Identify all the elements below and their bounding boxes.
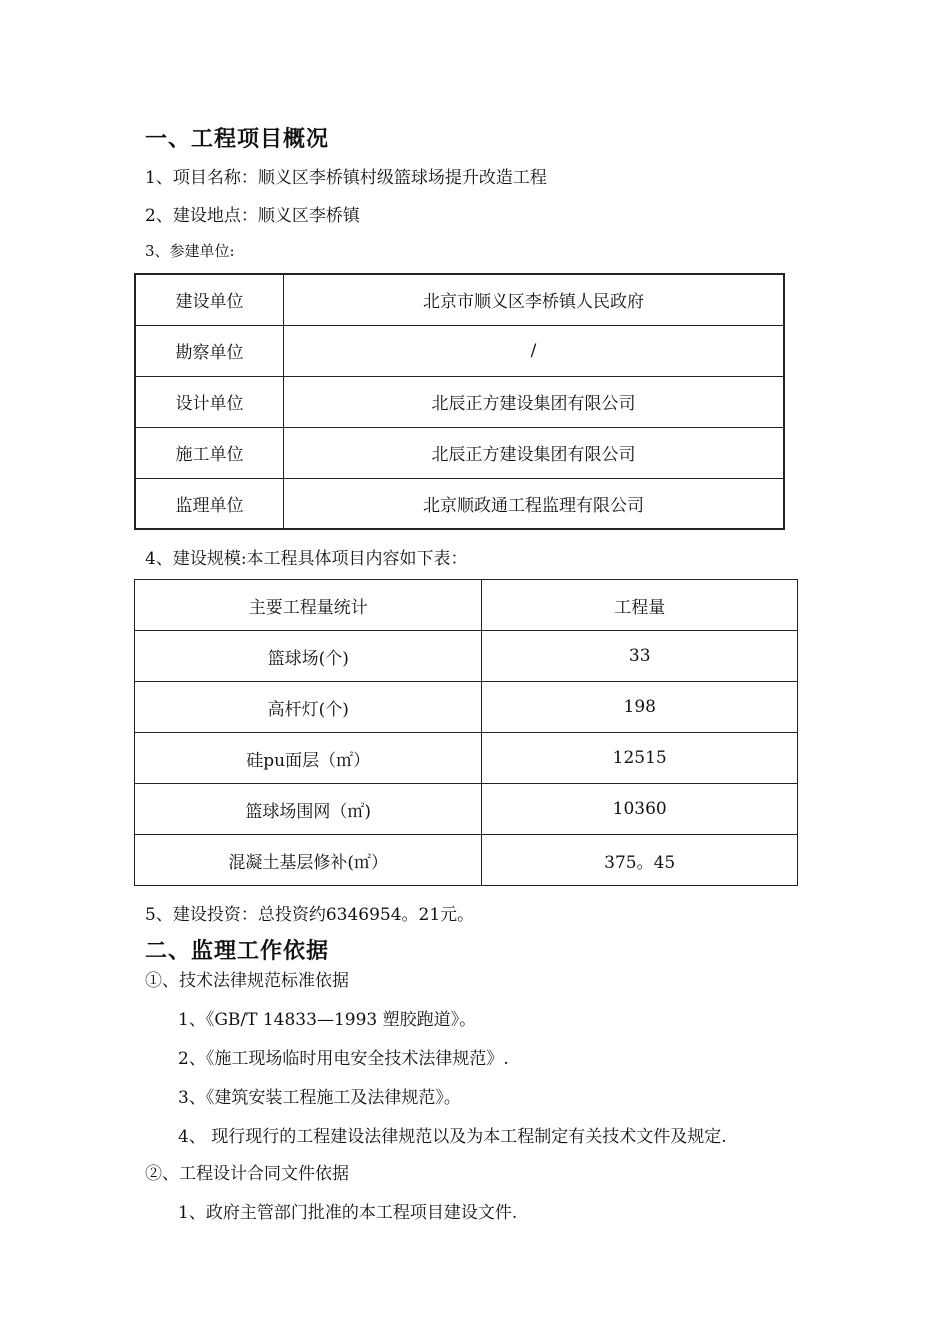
table-row bbox=[135, 427, 784, 478]
unit-name: 北京市顺义区李桥镇人民政府 bbox=[284, 274, 784, 325]
table-row bbox=[135, 478, 784, 529]
unit-role: 监理单位 bbox=[135, 478, 284, 529]
table-header-row bbox=[135, 580, 798, 631]
quantity-item: 高杆灯(个) bbox=[135, 682, 482, 733]
list-item: 2、《施工现场临时用电安全技术法律规范》. bbox=[178, 1049, 509, 1069]
quantity-value: 12515 bbox=[482, 733, 798, 784]
list-item: 1、政府主管部门批准的本工程项目建设文件. bbox=[178, 1203, 518, 1223]
participant-units-table bbox=[134, 273, 785, 530]
unit-name: 北京顺政通工程监理有限公司 bbox=[284, 478, 784, 529]
section-heading-basis: 二、监理工作依据 bbox=[145, 939, 330, 964]
section-heading-overview: 一、工程项目概况 bbox=[145, 127, 330, 152]
subheading-technical-basis: ①、技术法律规范标准依据 bbox=[145, 971, 349, 991]
subheading-contract-basis: ②、工程设计合同文件依据 bbox=[145, 1164, 349, 1184]
unit-role: 勘察单位 bbox=[135, 325, 284, 376]
scale-label: 4、建设规模:本工程具体项目内容如下表： bbox=[145, 549, 468, 569]
quantity-item: 篮球场围网（㎡) bbox=[135, 784, 482, 835]
project-name-line: 1、项目名称：顺义区李桥镇村级篮球场提升改造工程 bbox=[145, 168, 547, 188]
table-row bbox=[135, 274, 784, 325]
table-row bbox=[135, 835, 798, 886]
participants-label: 3、参建单位: bbox=[145, 242, 235, 260]
quantity-item: 篮球场(个) bbox=[135, 631, 482, 682]
list-item: 1、《GB/T 14833—1993 塑胶跑道》。 bbox=[178, 1010, 477, 1030]
table-row bbox=[135, 784, 798, 835]
table-row bbox=[135, 376, 784, 427]
list-item: 4、 现行现行的工程建设法律规范以及为本工程制定有关技术文件及规定. bbox=[178, 1127, 727, 1147]
quantity-value: 198 bbox=[482, 682, 798, 733]
unit-name: 北辰正方建设集团有限公司 bbox=[284, 376, 784, 427]
unit-role: 建设单位 bbox=[135, 274, 284, 325]
column-header: 主要工程量统计 bbox=[135, 580, 482, 631]
quantity-value: 10360 bbox=[482, 784, 798, 835]
unit-role: 施工单位 bbox=[135, 427, 284, 478]
table-row bbox=[135, 631, 798, 682]
table-row bbox=[135, 682, 798, 733]
quantities-table bbox=[134, 579, 798, 886]
quantity-value: 33 bbox=[482, 631, 798, 682]
table-row bbox=[135, 325, 784, 376]
quantity-item: 硅pu面层（㎡） bbox=[135, 733, 482, 784]
list-item: 3、《建筑安装工程施工及法律规范》。 bbox=[178, 1088, 461, 1108]
unit-name: / bbox=[284, 325, 784, 376]
table-row bbox=[135, 733, 798, 784]
column-header: 工程量 bbox=[482, 580, 798, 631]
location-line: 2、建设地点：顺义区李桥镇 bbox=[145, 206, 360, 226]
quantity-value: 375。45 bbox=[482, 835, 798, 886]
quantity-item: 混凝土基层修补(㎡） bbox=[135, 835, 482, 886]
investment-line: 5、建设投资：总投资约6346954。21元。 bbox=[145, 905, 475, 925]
unit-role: 设计单位 bbox=[135, 376, 284, 427]
unit-name: 北辰正方建设集团有限公司 bbox=[284, 427, 784, 478]
